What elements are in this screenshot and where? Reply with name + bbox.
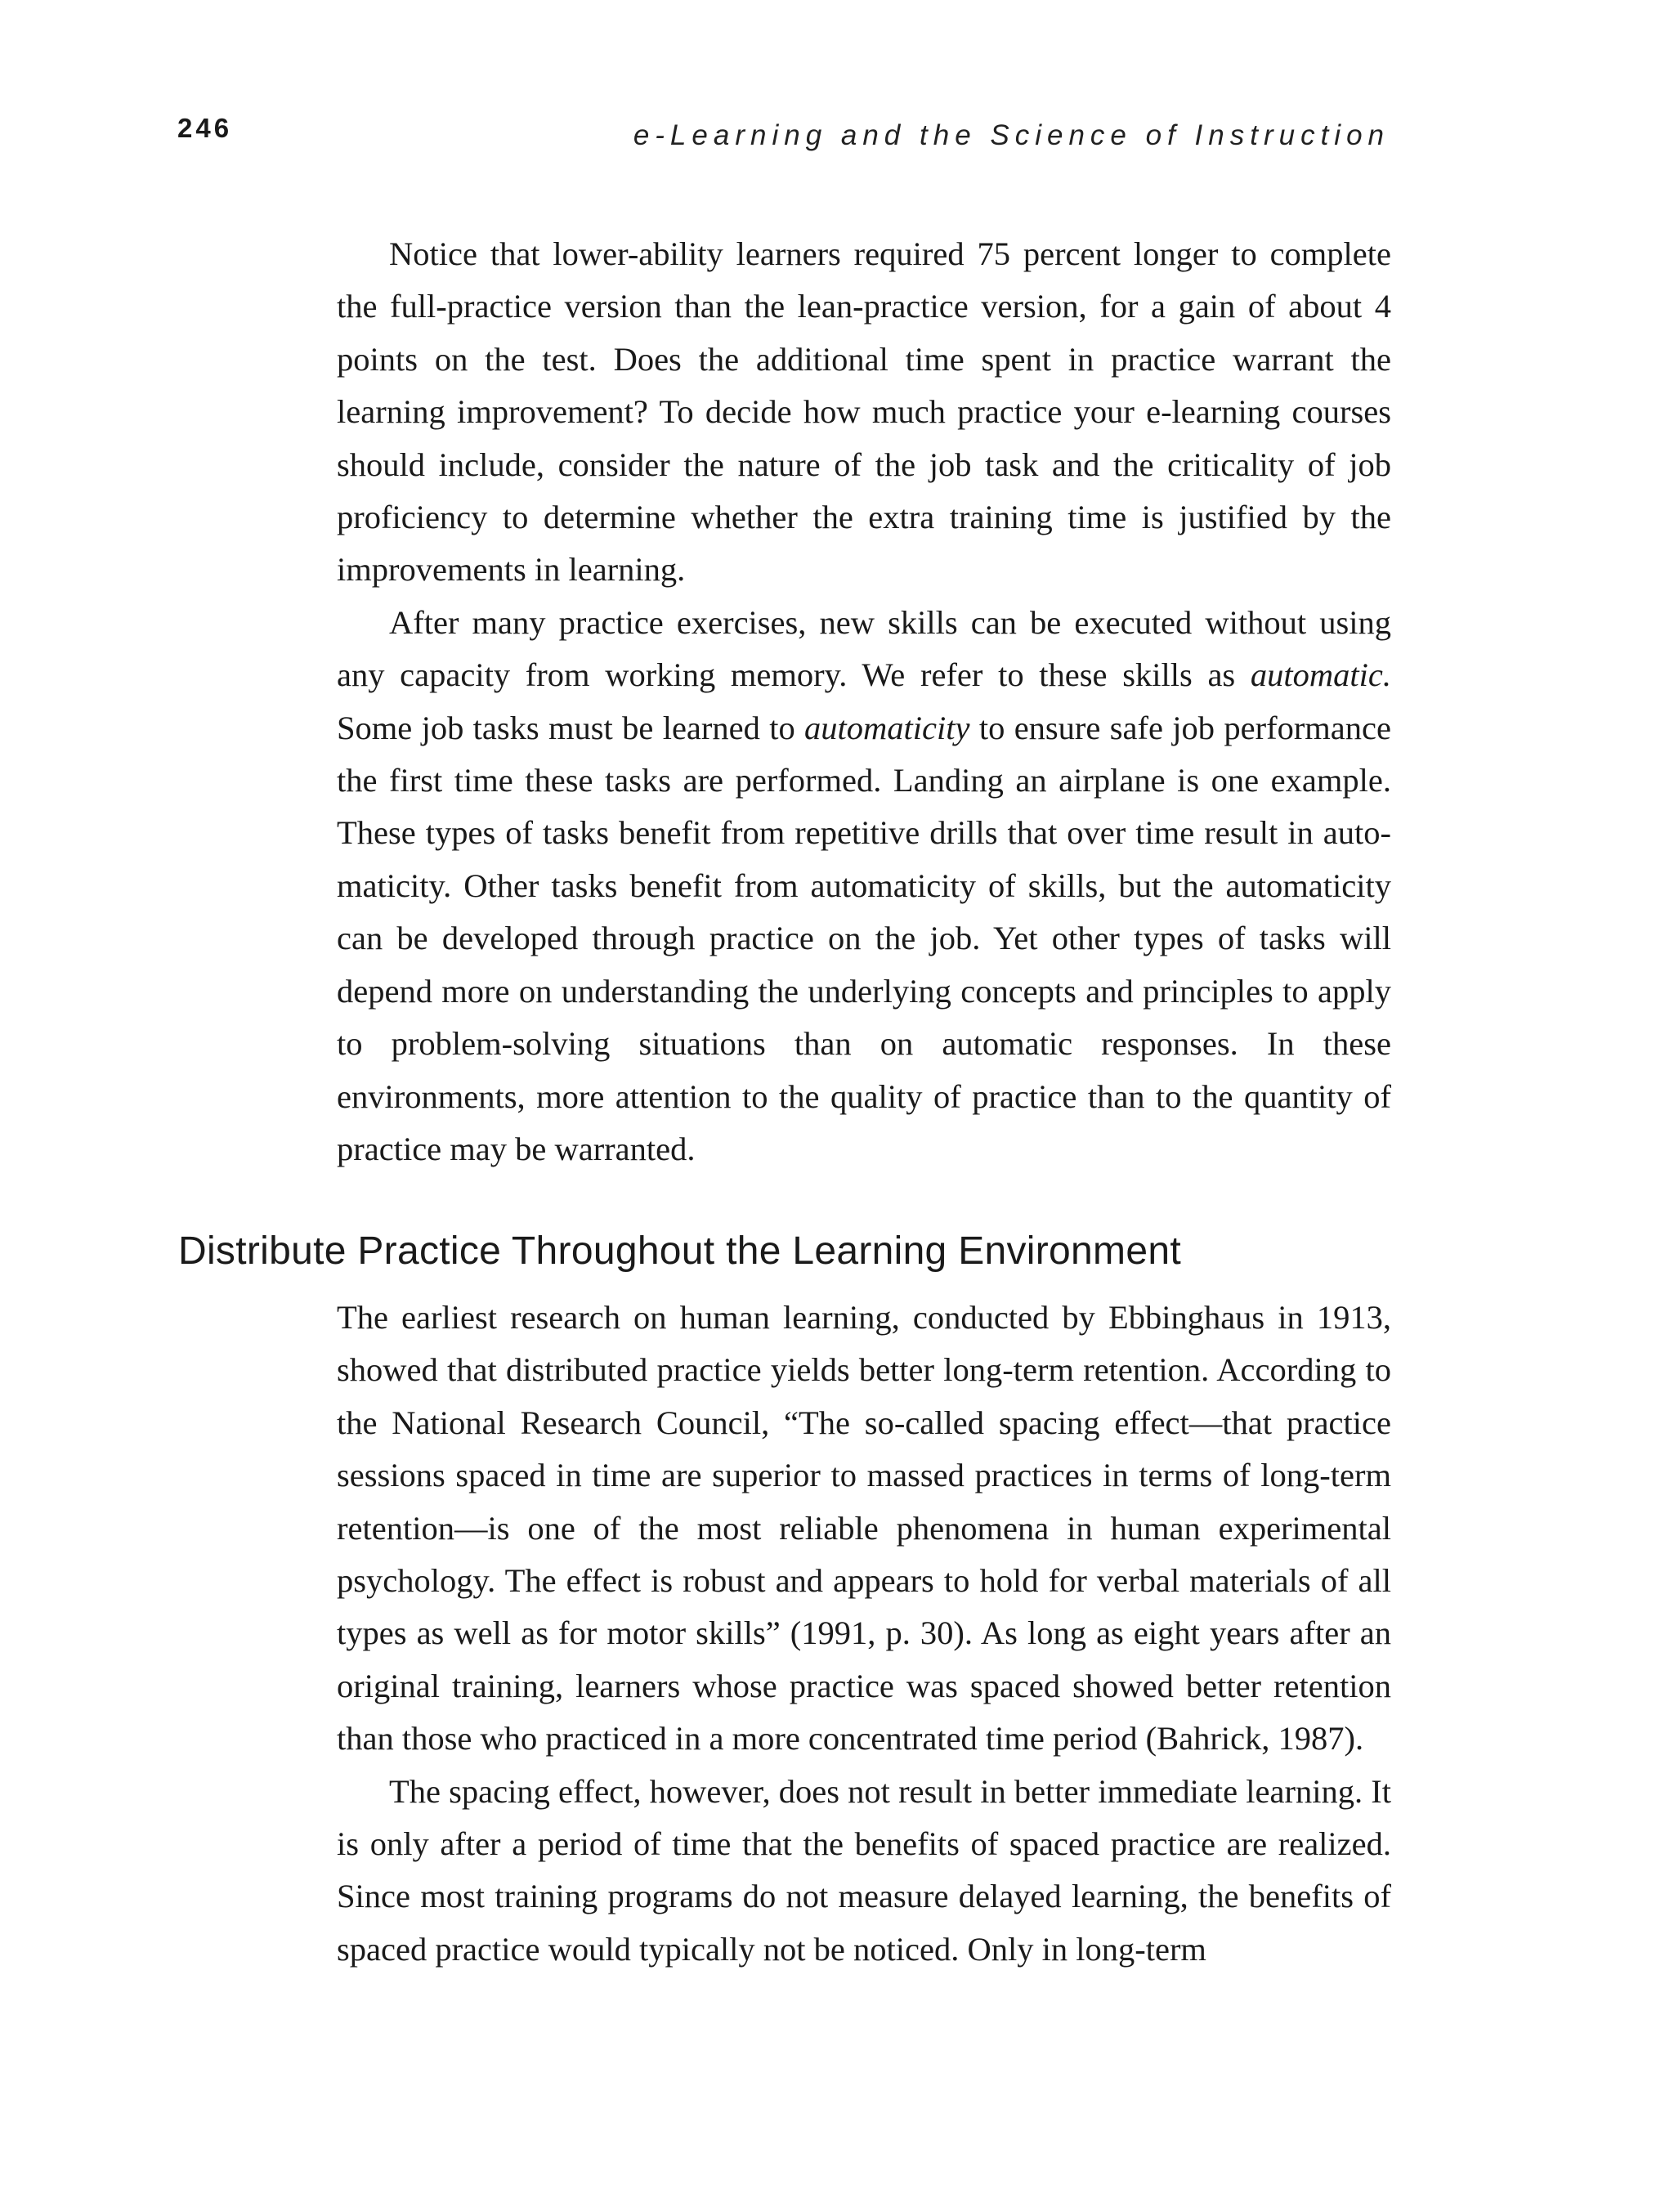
paragraph: The spacing effect, however, does not result in better immediate learning. It is only after a period of time that the benefits of spaced practice are realized. Since most training programs do not measure delayed learning, the benefits of spaced practice would typically not be noticed. Only in long-term <box>337 1772 1391 1968</box>
emphasis-automatic: automatic. <box>1250 656 1391 694</box>
page-number: 246 <box>177 113 233 143</box>
section-heading: Distribute Practice Throughout the Learning Environment <box>178 1229 1181 1273</box>
paragraph: The earliest research on human learning, conducted by Ebbinghaus in 1913, showed that distributed practice yields better long-term retention. According to the National Research Council, “The so-called spacing effect—that practice sessions spaced in time are superior to massed practices in terms of long-term retention—is one of the most reliable phenomena in human experimental psychology. The effect is robust and appears to hold for verbal materials of all types as well as for motor skills” (1991, p. 30). As long as eight years after an original training, learners whose practice was spaced showed better retention than those who practiced in a more concentrated time period (Bahrick, 1987). <box>337 1299 1391 1758</box>
paragraph-text: to ensure safe job performance the first time these tasks are performed. Landing an airplane is one example. These types of tasks benefit from repetitive drills that over time result in automaticity. Other tasks benefit from automaticity of skills, but the automaticity can be developed through practice on the job. Yet other types of tasks will depend more on understanding the underlying concepts and principles to apply to problem-solving situations than on automatic responses. In these environments, more attention to the quality of practice than to the quantity of practice may be warranted. <box>337 709 1391 1167</box>
section-body <box>337 1292 1391 1976</box>
running-head: e-Learning and the Science of Instruction <box>633 119 1390 151</box>
paragraph-text: After many practice exercises, new skills can be executed without using any capacity from working memory. We refer to these skills as <box>337 603 1391 694</box>
emphasis-automaticity: automaticity <box>804 709 970 746</box>
paragraph <box>337 597 1391 1175</box>
paragraph-text: Some job tasks must be learned to <box>337 709 805 746</box>
body-text-block <box>337 228 1391 1175</box>
paragraph: Notice that lower-ability learners required 75 percent longer to complete the full-practice version than the lean-practice version, for a gain of about 4 points on the test. Does the additional time spent in practice warrant the learning improvement? To decide how much practice your e-learning courses should include, consider the nature of the job task and the criticality of job proficiency to determine whether the extra training time is justified by the improvements in learning. <box>337 235 1391 589</box>
